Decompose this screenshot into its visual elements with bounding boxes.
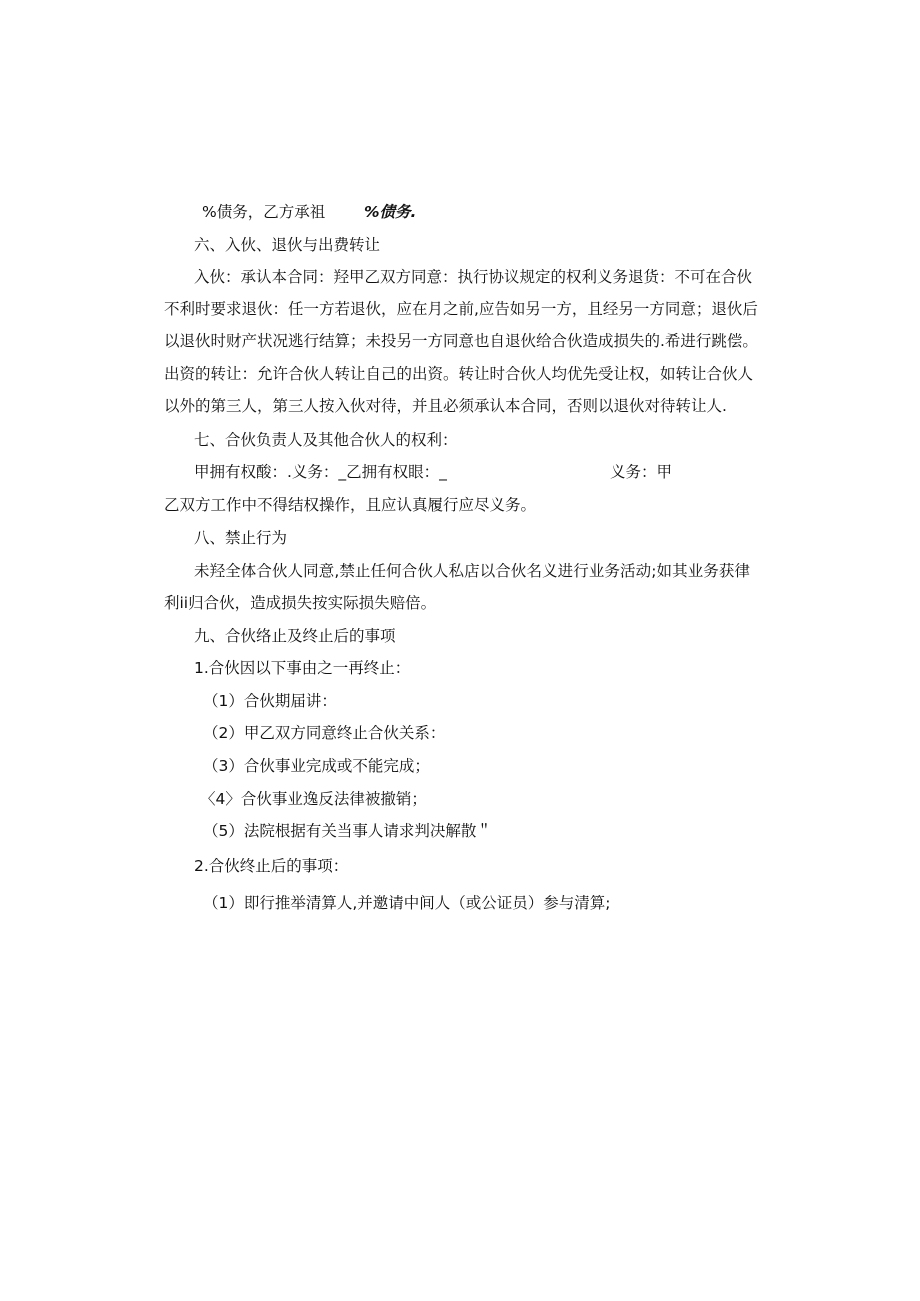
text-line: 义务：甲	[610, 463, 673, 481]
section-heading: 八、禁止行为	[194, 529, 288, 547]
list-heading: 1.合伙因以下事由之一再终止：	[194, 659, 411, 677]
text-line: 不利时要求退伙：任一方若退伙，应在月之前,应告如另一方，且经另一方同意；退伙后	[164, 300, 758, 318]
text-line: %债务，乙方承祖	[202, 203, 326, 221]
text-line: 以外的第三人，第三人按入伙对待，并且必须承认本合同，否则以退伙对待转让人.	[164, 397, 727, 415]
list-item: 〈4〉合伙事业逸反法律被撤销；	[200, 790, 427, 808]
text-line: %债务.	[364, 203, 417, 221]
text-line: 未羟全体合伙人同意,禁止任何合伙人私店以合伙名义进行业务活动;如其业务获律	[194, 562, 750, 580]
list-item: （1）即行推举清算人,并邀请中间人（或公证员）参与清算;	[203, 894, 611, 912]
text-line: 入伙：承认本合同：羟甲乙双方同意：执行协议规定的权利义务退货：不可在合伙	[194, 268, 753, 286]
list-item: （1）合伙期届讲：	[203, 692, 337, 710]
text-line: 以退伙时财产状况逃行结算；未投另一方同意也自退伙给合伙造成损失的.希进行跳偿。	[164, 332, 758, 350]
section-heading: 七、合伙负责人及其他合伙人的权利：	[194, 431, 458, 449]
list-heading: 2.合伙终止后的事项：	[194, 857, 349, 875]
text-line: 甲拥有权酸：.义务：_乙拥有权眼：_	[194, 463, 447, 481]
list-item: （5）法院根据有关当事人请求判决解散＂	[203, 822, 492, 840]
section-heading: 六、入伙、退伙与出费转让	[194, 236, 381, 254]
text-line: 利ii归合伙，造成损失按实际损失赔倍。	[164, 594, 437, 612]
text-line: 乙双方工作中不得结权操作，且应认真履行应尽义务。	[164, 496, 537, 514]
text-line: 出资的转让：允许合伙人转让自己的出资。转让时合伙人均优先受让权，如转让合伙人	[164, 365, 754, 383]
list-item: （3）合伙事业完成或不能完成；	[203, 757, 430, 775]
list-item: （2）甲乙双方同意终止合伙关系：	[203, 724, 446, 742]
section-heading: 九、合伙络止及终止后的事项	[194, 627, 396, 645]
